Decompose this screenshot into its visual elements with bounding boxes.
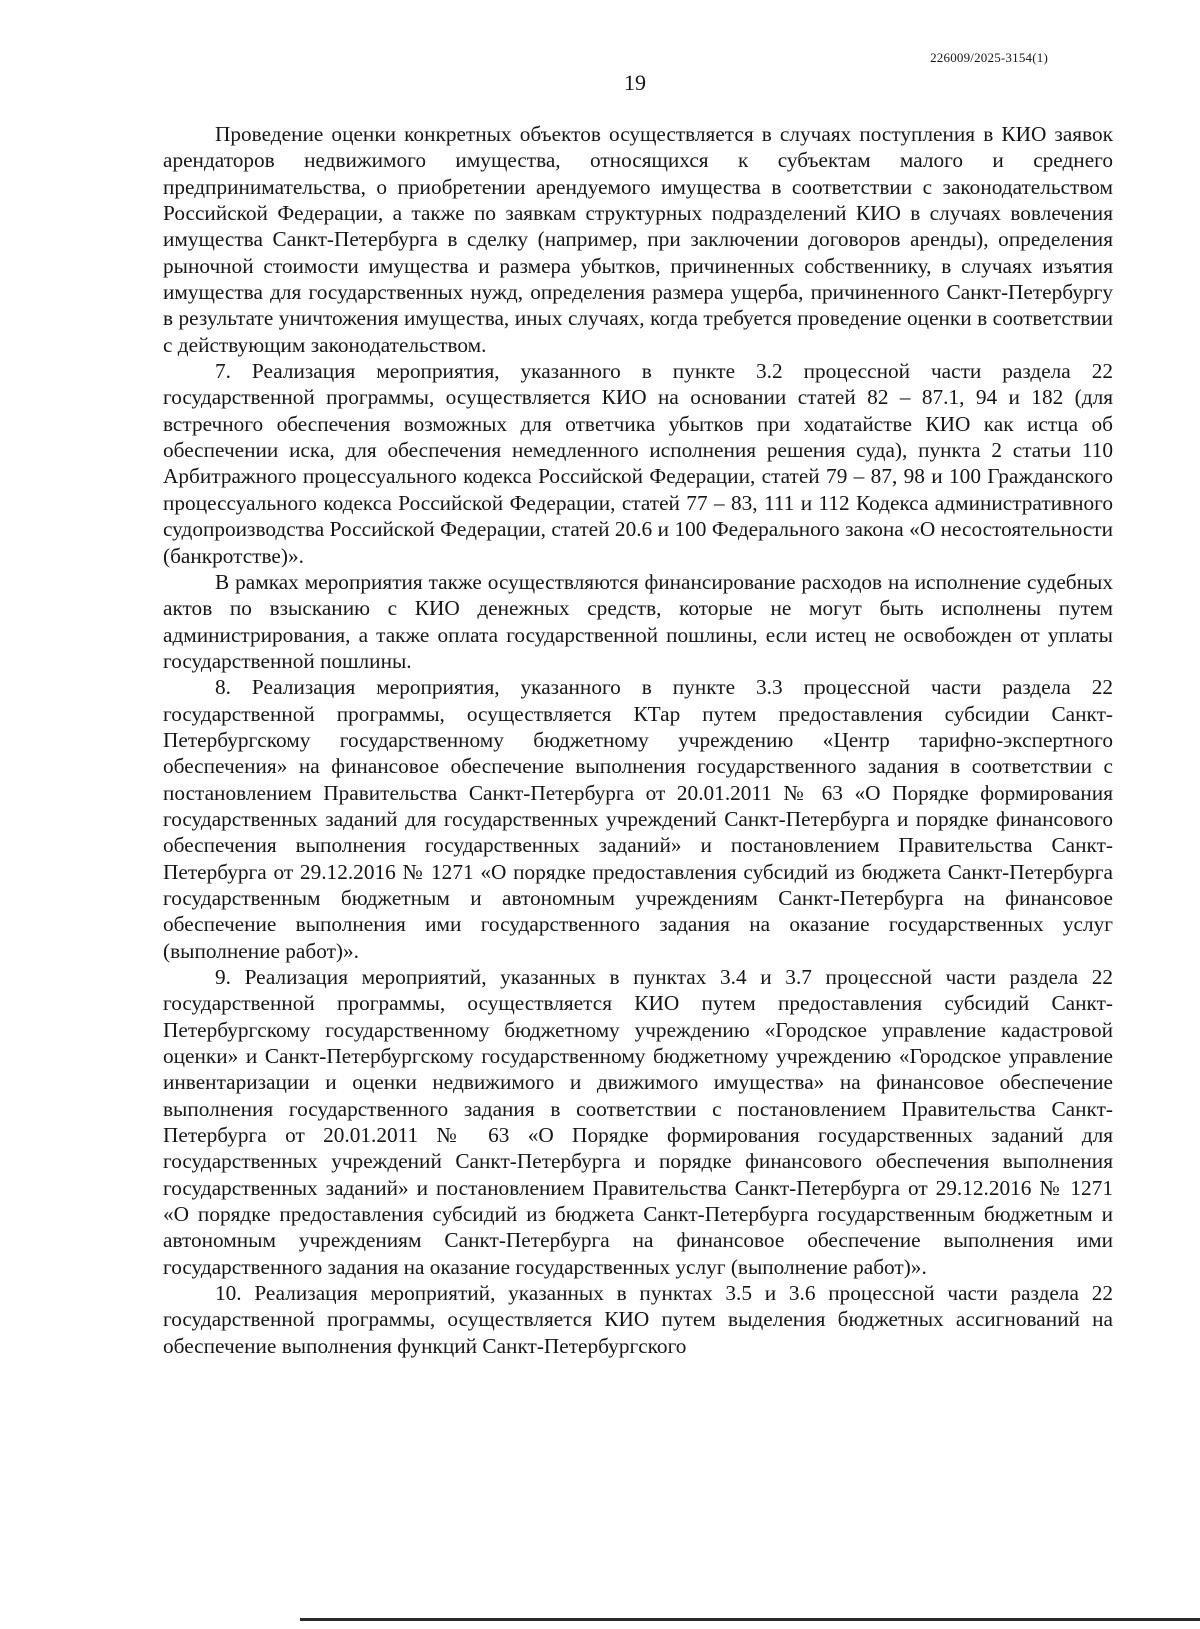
- paragraph-item-7: 7. Реализация мероприятия, указанного в пункте 3.2 процессной части раздела 22 государственной программы, осуществляется КИО на основании статей 82 – 87.1, 94 и 182 (для встречного обеспечения возможных для ответчика убытков при ходатайстве КИО как истца об обеспечении иска, для обеспечения немедленного исполнения решения суда), пункта 2 статьи 110 Арбитражного процессуального кодекса Российской Федерации, статей 79 – 87, 98 и 100 Гражданского процессуального кодекса Российской Федерации, статей 77 – 83, 111 и 112 Кодекса административного судопроизводства Российской Федерации, статей 20.6 и 100 Федерального закона «О несостоятельности (банкротстве)».: [163, 359, 1113, 568]
- paragraph-item-8: 8. Реализация мероприятия, указанного в пункте 3.3 процессной части раздела 22 государственной программы, осуществляется КТар путем предоставления субсидии Санкт-Петербургскому государственному бюджетному учреждению «Центр тарифно-экспертного обеспечения» на финансовое обеспечение выполнения государственного задания в соответствии с постановлением Правительства Санкт-Петербурга от 20.01.2011 № 63 «О Порядке формирования государственных заданий для государственных учреждений Санкт-Петербурга и порядке финансового обеспечения выполнения государственных заданий» и постановлением Правительства Санкт-Петербурга от 29.12.2016 № 1271 «О порядке предоставления субсидий из бюджета Санкт-Петербурга государственным бюджетным и автономным учреждениям Санкт-Петербурга на финансовое обеспечение выполнения ими государственного задания на оказание государственных услуг (выполнение работ)».: [163, 675, 1113, 963]
- document-body: [163, 121, 1113, 1359]
- document-registration-code: 226009/2025-3154(1): [930, 50, 1048, 65]
- page-number: 19: [624, 70, 646, 95]
- paragraph-item-9: 9. Реализация мероприятий, указанных в пунктах 3.4 и 3.7 процессной части раздела 22 государственной программы, осуществляется КИО путем предоставления субсидий Санкт-Петербургскому государственному бюджетному учреждению «Городское управление кадастровой оценки» и Санкт-Петербургскому государственному бюджетному учреждению «Городское управление инвентаризации и оценки недвижимого и движимого имущества» на финансовое обеспечение выполнения государственного задания в соответствии с постановлением Правительства Санкт-Петербурга от 20.01.2011 № 63 «О Порядке формирования государственных заданий для государственных учреждений Санкт-Петербурга и порядке финансового обеспечения выполнения государственных заданий» и постановлением Правительства Санкт-Петербурга от 29.12.2016 № 1271 «О порядке предоставления субсидий из бюджета Санкт-Петербурга государственным бюджетным и автономным учреждениям Санкт-Петербурга на финансовое обеспечение выполнения ими государственного задания на оказание государственных услуг (выполнение работ)».: [163, 965, 1113, 1279]
- scan-bottom-edge: [300, 1618, 1200, 1621]
- paragraph-item-10: 10. Реализация мероприятий, указанных в пунктах 3.5 и 3.6 процессной части раздела 22 государственной программы, осуществляется КИО путем выделения бюджетных ассигнований на обеспечение выполнения функций Санкт-Петербургского: [163, 1281, 1113, 1358]
- paragraph-assessment-of-objects: Проведение оценки конкретных объектов осуществляется в случаях поступления в КИО заявок арендаторов недвижимого имущества, относящихся к субъектам малого и среднего предпринимательства, о приобретении арендуемого имущества в соответствии с законодательством Российской Федерации, а также по заявкам структурных подразделений КИО в случаях вовлечения имущества Санкт-Петербурга в сделку (например, при заключении договоров аренды), определения рыночной стоимости имущества и размера убытков, причиненных собственнику, в случаях изъятия имущества для государственных нужд, определения размера ущерба, причиненного Санкт-Петербургу в результате уничтожения имущества, иных случаях, когда требуется проведение оценки в соответствии с действующим законодательством.: [163, 122, 1113, 357]
- paragraph-court-expenses: В рамках мероприятия также осуществляются финансирование расходов на исполнение судебных актов по взысканию с КИО денежных средств, которые не могут быть исполнены путем администрирования, а также оплата государственной пошлины, если истец не освобожден от уплаты государственной пошлины.: [163, 569, 1113, 673]
